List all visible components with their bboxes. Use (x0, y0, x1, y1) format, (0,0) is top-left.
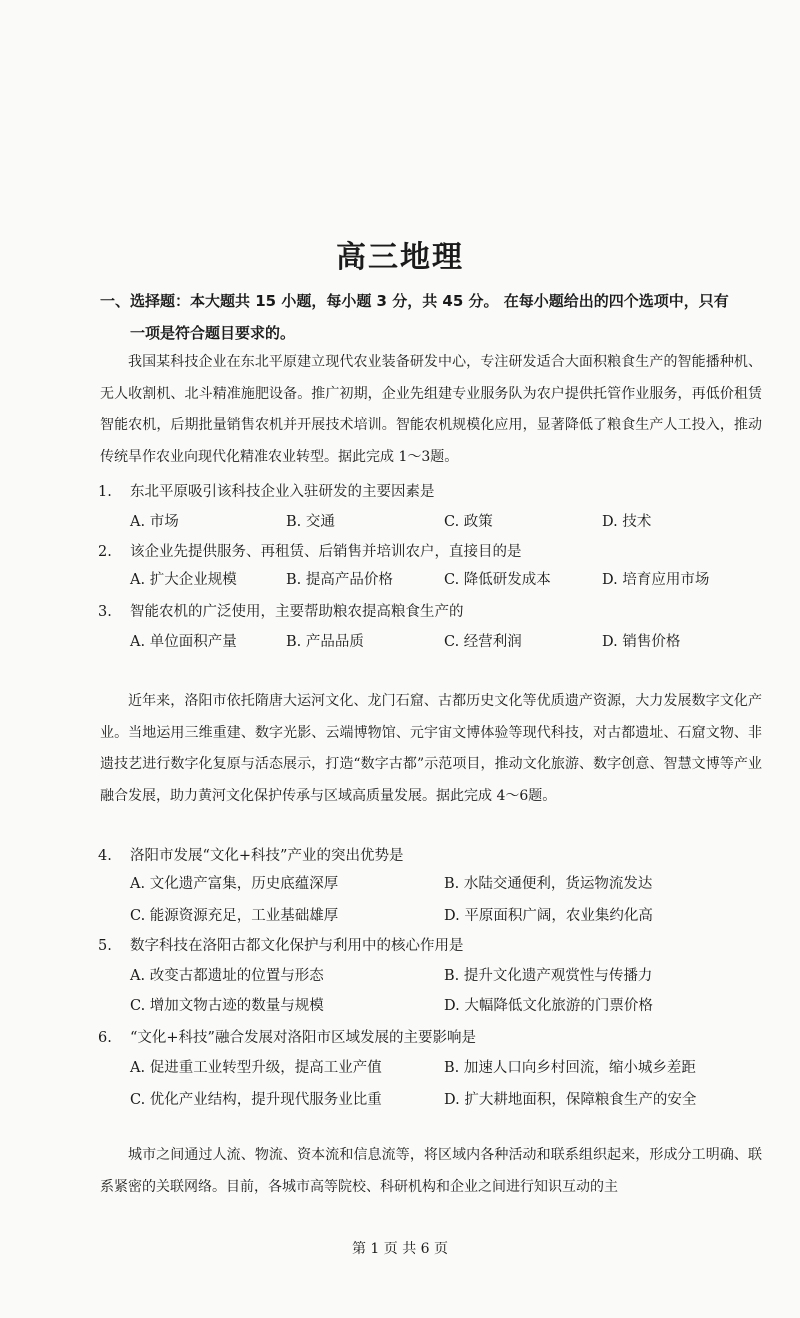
question-1 (98, 482, 758, 502)
option-d: D. 平原面积广阔，农业集约化高 (444, 908, 653, 924)
question-2 (98, 542, 758, 562)
question-6-options (130, 1058, 750, 1078)
question-6-options-row2 (130, 1090, 750, 1110)
question-5 (98, 936, 758, 956)
question-stem: 智能农机的广泛使用，主要帮助粮农提高粮食生产的 (130, 604, 464, 620)
question-5-options-row2 (130, 996, 750, 1016)
question-3-options (130, 632, 750, 652)
question-stem: “文化+科技”融合发展对洛阳市区域发展的主要影响是 (130, 1030, 476, 1046)
question-2-options (130, 570, 750, 590)
option-c: C. 增加文物古迹的数量与规模 (130, 998, 324, 1014)
question-number: 4. (98, 848, 112, 864)
question-stem: 洛阳市发展“文化+科技”产业的突出优势是 (130, 848, 404, 864)
page-footer: 第 1 页 共 6 页 (351, 1241, 449, 1257)
option-c: C. 降低研发成本 (444, 572, 551, 588)
question-4 (98, 846, 758, 866)
option-a: A. 促进重工业转型升级，提高工业产值 (130, 1060, 382, 1076)
question-6 (98, 1028, 758, 1048)
question-1-options (130, 512, 750, 532)
option-c: C. 优化产业结构，提升现代服务业比重 (130, 1092, 382, 1108)
option-a: A. 改变古都遗址的位置与形态 (130, 968, 324, 984)
option-d: D. 技术 (602, 514, 652, 530)
question-stem: 东北平原吸引该科技企业入驻研发的主要因素是 (130, 484, 435, 500)
option-b: B. 加速人口向乡村回流，缩小城乡差距 (444, 1060, 696, 1076)
option-a: A. 单位面积产量 (130, 634, 237, 650)
option-d: D. 销售价格 (602, 634, 681, 650)
option-b: B. 交通 (286, 514, 335, 530)
option-b: B. 提高产品价格 (286, 572, 393, 588)
option-c: C. 经营利润 (444, 634, 522, 650)
option-c: C. 政策 (444, 514, 493, 530)
option-a: A. 市场 (130, 514, 179, 530)
passage-2: 近年来，洛阳市依托隋唐大运河文化、龙门石窟、古都历史文化等优质遗产资源，大力发展数字文化产业。当地运用三维重建、数字光影、云端博物馆、元宇宙文博体验等现代科技，对古都遗址、石窟文物、非遗技艺进行数字化复原与活态展示，打造“数字古都”示范项目，推动文化旅游、数字创意、智慧文博等产业融合发展，助力黄河文化保护传承与区域高质量发展。据此完成 4～6题。 (100, 693, 762, 804)
question-number: 5. (98, 938, 112, 954)
question-4-options (130, 874, 750, 894)
question-3 (98, 602, 758, 622)
option-d: D. 培育应用市场 (602, 572, 710, 588)
section-instruction-line2: 一项是符合题目要求的。 (130, 324, 296, 342)
passage-3: 城市之间通过人流、物流、资本流和信息流等，将区域内各种活动和联系组织起来，形成分工明确、联系紧密的关联网络。目前，各城市高等院校、科研机构和企业之间进行知识互动的主 (100, 1147, 762, 1195)
option-d: D. 扩大耕地面积，保障粮食生产的安全 (444, 1092, 697, 1108)
question-5-options (130, 966, 750, 986)
option-a: A. 扩大企业规模 (130, 572, 237, 588)
page-title: 高三地理 (336, 240, 464, 275)
question-number: 6. (98, 1030, 112, 1046)
option-b: B. 产品品质 (286, 634, 364, 650)
option-d: D. 大幅降低文化旅游的门票价格 (444, 998, 653, 1014)
option-b: B. 提升文化遗产观赏性与传播力 (444, 968, 653, 984)
option-a: A. 文化遗产富集，历史底蕴深厚 (130, 876, 339, 892)
question-stem: 该企业先提供服务、再租赁、后销售并培训农户，直接目的是 (130, 544, 522, 560)
option-c: C. 能源资源充足，工业基础雄厚 (130, 908, 339, 924)
question-4-options-row2 (130, 906, 750, 926)
question-stem: 数字科技在洛阳古都文化保护与利用中的核心作用是 (130, 938, 464, 954)
option-b: B. 水陆交通便利，货运物流发达 (444, 876, 653, 892)
question-number: 3. (98, 604, 112, 620)
section-instruction-line1: 一、选择题：本大题共 15 小题，每小题 3 分，共 45 分。 在每小题给出的四个选项中，只有 (100, 292, 729, 310)
question-number: 1. (98, 484, 112, 500)
question-number: 2. (98, 544, 112, 560)
passage-1: 我国某科技企业在东北平原建立现代农业装备研发中心，专注研发适合大面积粮食生产的智能播种机、无人收割机、北斗精准施肥设备。推广初期，企业先组建专业服务队为农户提供托管作业服务，再低价租赁智能农机，后期批量销售农机并开展技术培训。智能农机规模化应用，显著降低了粮食生产人工投入，推动传统旱作农业向现代化精准农业转型。据此完成 1～3题。 (100, 354, 762, 465)
